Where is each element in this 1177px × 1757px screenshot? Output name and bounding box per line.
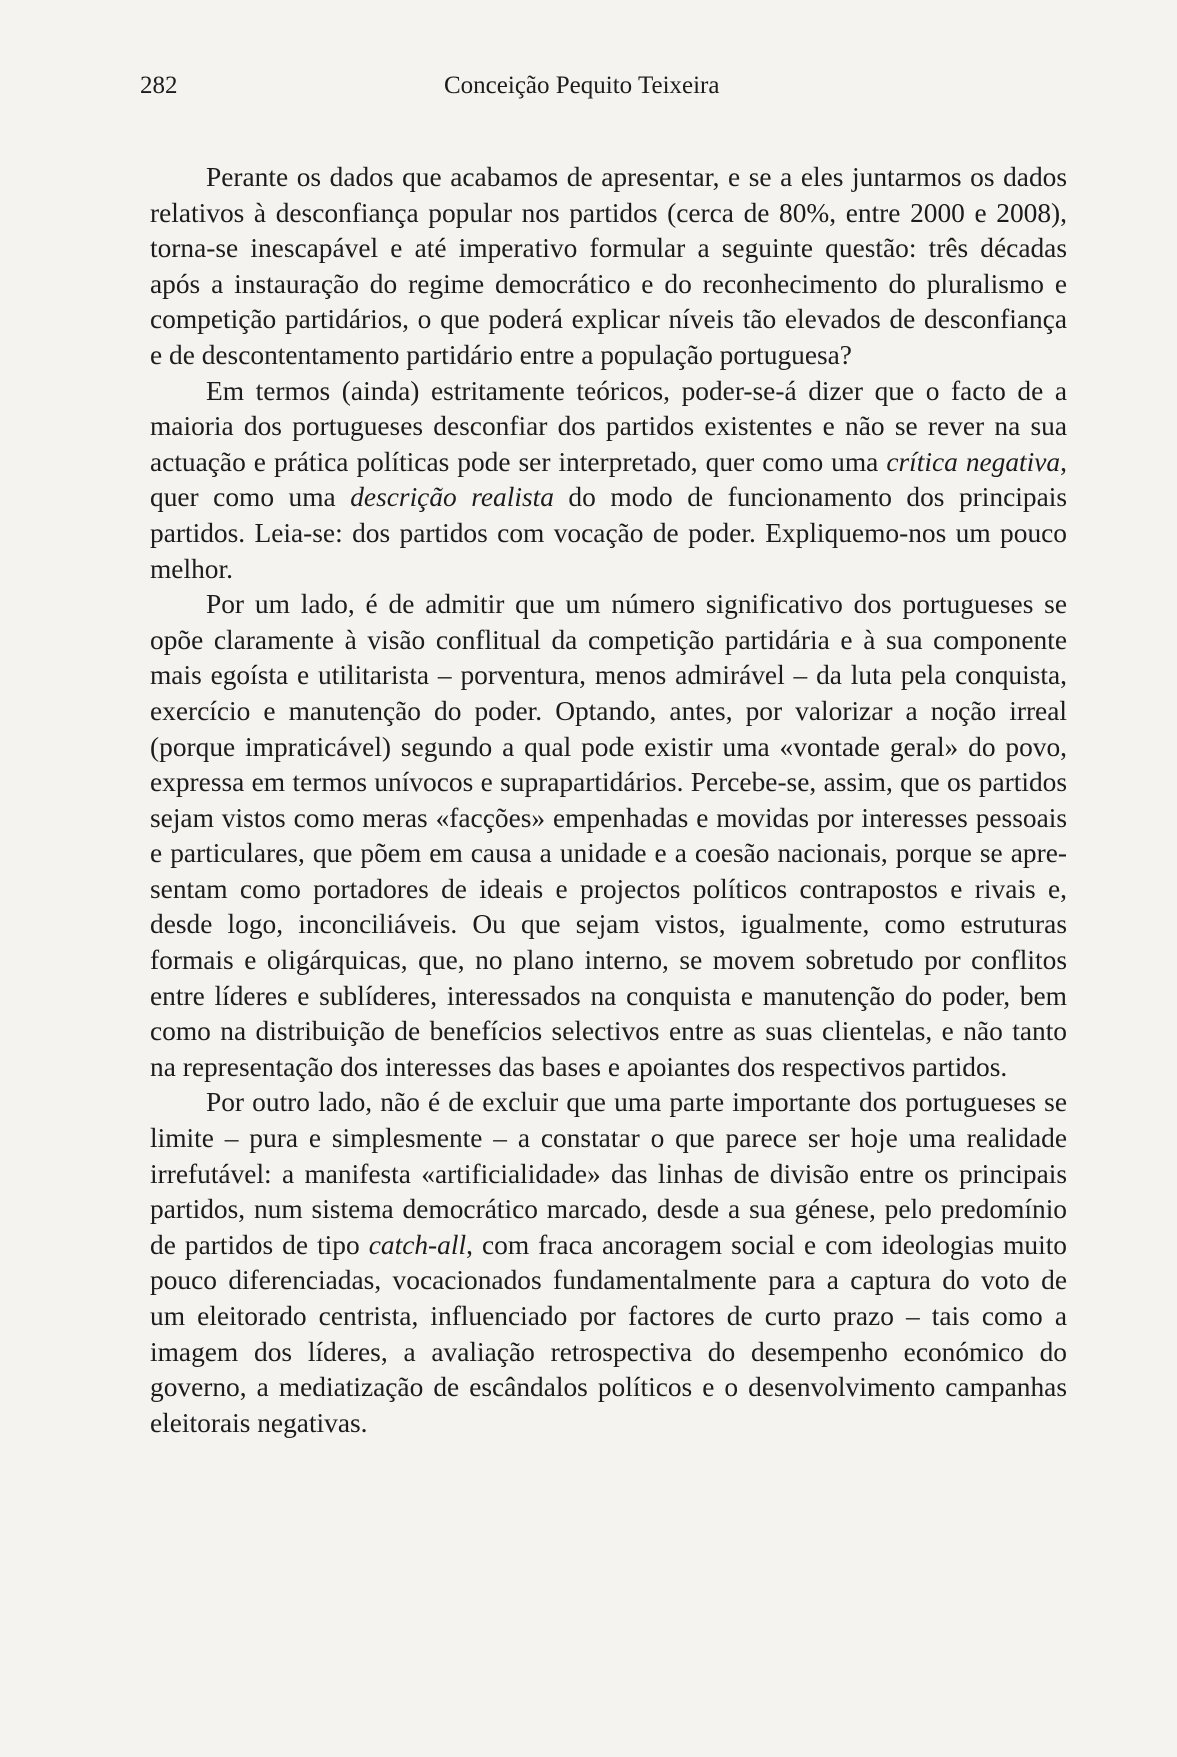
paragraph-4-italic-a: catch-all — [368, 1229, 467, 1260]
page-number: 282 — [140, 72, 178, 99]
paragraph-4 — [150, 1085, 1067, 1441]
paragraph-1: Perante os dados que acabamos de apresentar, e se a eles juntarmos os dados relativos à desconfiança popular nos partidos (cerca de 80%, entre 2000 e 2008), torna-se inescapável e até imperativo formular a seguinte questão: três décadas após a instauração do regime democrático e do reconhecimento do pluralismo e competição partidários, o que poderá explicar níveis tão elevados de desconfiança e de descontentamento partidário entre a população portuguesa? — [150, 162, 1067, 370]
running-head: Conceição Pequito Teixeira — [444, 72, 720, 99]
body-text — [150, 160, 1067, 1441]
paragraph-2-text-c: do modo de funcionamento dos principais partidos. Leia-se: dos partidos com vocação de poder. Expliquemo-nos um pouco melhor. — [150, 482, 1067, 584]
paragraph-2-italic-a: crítica negativa — [886, 446, 1061, 477]
paragraph-4-text-a: Por outro lado, não é de excluir que uma parte importante dos portugueses se limite – pura e simplesmente – a constatar o que parece ser hoje uma realidade irrefutável: a manifesta «artificialidade» das linhas de divisão entre os principais partidos, num sistema democrático marcado, desde a sua génese, pelo predomínio de partidos de tipo — [150, 1087, 1067, 1260]
paragraph-2-text-a: Em termos (ainda) estritamente teóricos, poder-se-á dizer que o facto de a maioria dos portugueses desconfiar dos partidos existentes e não se rever na sua actuação e prática políticas pode ser interpretado, quer como uma — [150, 375, 1067, 477]
paragraph-2-text-b: , quer como uma — [150, 446, 1067, 513]
paragraph-2-italic-b: descrição realista — [350, 482, 554, 513]
paragraph-2 — [150, 374, 1067, 588]
page-header — [140, 66, 1070, 106]
paragraph-3: Por um lado, é de admitir que um número significativo dos portugueses se opõe claramente à visão conflitual da competição partidária e à sua componente mais egoísta e utilitarista – porventura, menos admirável – da luta pela conquista, exercício e manutenção do poder. Optando, antes, por valorizar a noção irreal (porque impraticável) segundo a qual pode existir uma «vontade geral» do povo, expressa em termos unívocos e suprapartidários. Percebe-se, assim, que os partidos sejam vistos como meras «facções» empenhadas e movidas por interesses pessoais e particulares, que põem em causa a unidade e a coesão nacionais, porque se apresentam como portadores de ideais e projectos políticos contrapostos e rivais e, desde logo, inconciliáveis. Ou que sejam vistos, igualmente, como estruturas formais e oligárquicas, que, no plano interno, se movem sobretudo por conflitos entre líderes e sublíderes, interessados na conquista e manutenção do poder, bem como na distribuição de benefícios selectivos entre as suas clientelas, e não tanto na representação dos interesses das bases e apoiantes dos respectivos partidos. — [150, 589, 1067, 1082]
paragraph-4-text-b: , com fraca ancoragem social e com ideologias muito pouco diferenciadas, vocacionados fundamentalmente para a captura do voto de um eleitorado centrista, influenciado por factores de curto prazo – tais como a imagem dos líderes, a avaliação retrospectiva do desempenho económico do governo, a mediatização de escândalos políticos e o desenvolvimento campanhas eleitorais negativas. — [150, 1229, 1067, 1438]
